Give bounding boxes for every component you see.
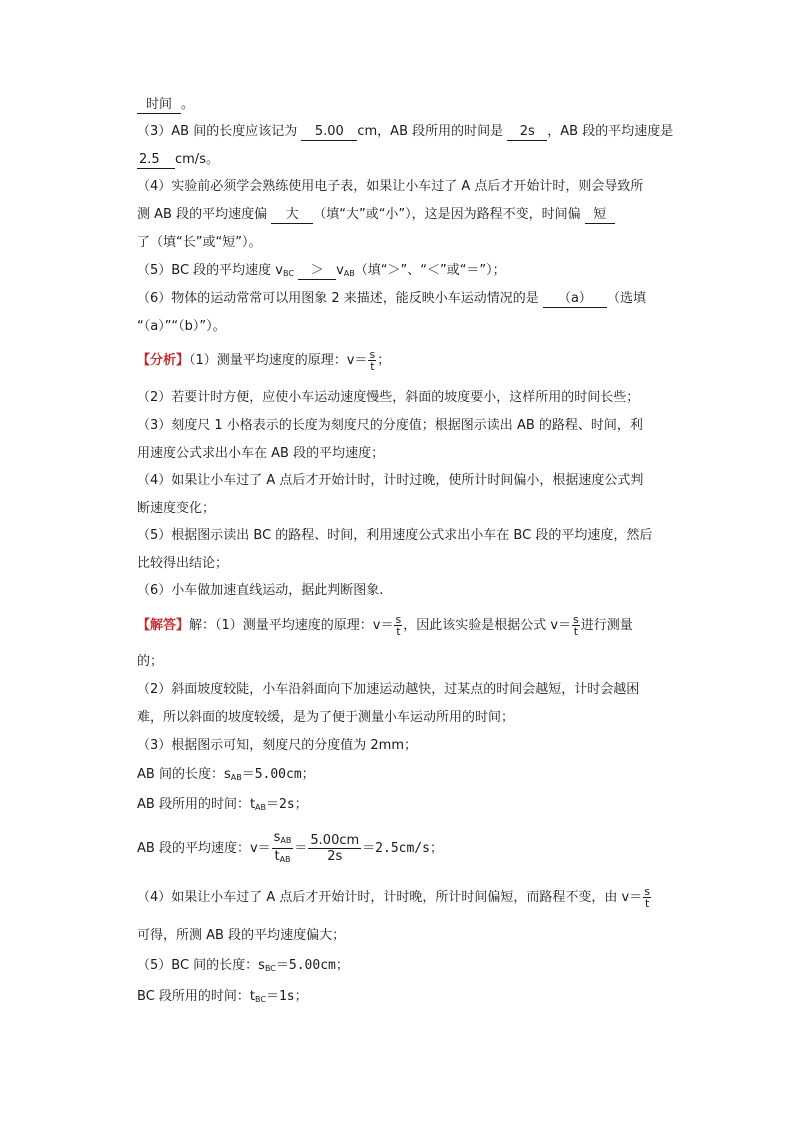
solution-line-11: （5）BC 间的长度：$s_{BC}=5.00cm$； (137, 958, 349, 973)
answer-blank: 2s (507, 124, 547, 141)
solution-line-3: （2）斜面坡度较陡，小车沿斜面向下加速运动越快，过某点的时间会越短，计时会越困 (137, 682, 640, 697)
analysis-line-6: 断速度变化； (137, 501, 216, 516)
q5-line: （5）BC 段的平均速度 $v_{BC} > v_{AB}$（填“＞”、“＜”或“＝”）； (137, 263, 506, 278)
fraction-s-over-t: $\frac{s}{t}$ (573, 613, 579, 638)
analysis-line-7: （5）根据图示读出 BC 的路程、时间，利用速度公式求出小车在 BC 段的平均速度，然后 (137, 528, 653, 543)
fraction-s-over-t: $\frac{s}{t}$ (644, 885, 650, 910)
solution-line-9: （4）如果让小车过了 A 点后才开始计时，计时晚，所计时间偏短，而路程不变，由 v＝ $\frac{s}{t}$ (137, 885, 650, 910)
solution-tag: 【解答】 (137, 618, 190, 633)
answer-blank: （a） (543, 291, 607, 308)
answer-blank: 2.5 (137, 152, 175, 169)
solution-line-5: （3）根据图示可知，刻度尺的分度值为 2mm； (137, 738, 418, 753)
q4-line-2: 测 AB 段的平均速度偏 大 （填“大”或“小”），这是因为路程不变，时间偏 短 (137, 205, 677, 227)
analysis-tag: 【分析】 (137, 353, 190, 368)
solution-line-10: 可得，所测 AB 段的平均速度偏大； (137, 928, 346, 943)
answer-blank: 短 (585, 207, 615, 224)
analysis-line-9: （6）小车做加速直线运动，据此判断图象. (137, 583, 384, 598)
analysis-line-4: 用速度公式求出小车在 AB 段的平均速度； (137, 446, 385, 461)
q4-line-1: （4）实验前必须学会熟练使用电子表，如果让小车过了 A 点后才开始计时，则会导致所 (137, 179, 644, 194)
solution-line-7: AB 段所用的时间：$t_{AB}=2s$； (137, 797, 308, 812)
analysis-line-8: 比较得出结论； (137, 556, 229, 571)
q3-line-1: （3）AB 间的长度应该记为 5.00 cm，AB 段所用的时间是 2s ，AB 段的平均速度是 (137, 124, 674, 139)
q6-line-2: “（a）”“（b）”）。 (137, 319, 226, 334)
q4-line-3: 了（填“长”或“短”）。 (137, 235, 262, 250)
fraction-distance-over-time: $\frac{5.00cm}{2s}$ (310, 833, 360, 864)
answer-blank: 5.00 (301, 124, 357, 141)
answer-blank: 时间 (137, 97, 181, 114)
solution-line-8: AB 段的平均速度：v＝ $\frac{s_{AB}}{t_{AB}}$ ＝ $\frac{5.00cm}{2s}$ ＝2.5cm/s； (137, 830, 677, 870)
solution-line-2: 的； (137, 654, 164, 669)
solution-line-1: 【解答】解：（1）测量平均速度的原理：v＝ $\frac{s}{t}$ ，因此该实验是根据公式 v＝ $\frac{s}{t}$ 进行测量 (137, 613, 633, 638)
fraction-sab-over-tab: $\frac{s_{AB}}{t_{AB}}$ (273, 830, 292, 864)
answer-blank: ＞ (298, 263, 336, 280)
solution-line-12: BC 段所用的时间：$t_{BC}=1s$； (137, 989, 308, 1004)
fraction-s-over-t: $\frac{s}{t}$ (369, 348, 376, 373)
analysis-line-1: 【分析】（1）测量平均速度的原理：v＝ $\frac{s}{t}$ ； (137, 348, 391, 373)
fraction-s-over-t: $\frac{s}{t}$ (395, 613, 402, 638)
analysis-line-5: （4）如果让小车过了 A 点后才开始计时，计时过晚，使所计时间偏小，根据速度公式判 (137, 473, 644, 488)
q3-line-2: 2.5 cm/s。 (139, 152, 219, 167)
q6-line-1: （6）物体的运动常常可以用图象 2 来描述，能反映小车运动情况的是 （a） （选填 (137, 291, 646, 306)
solution-line-6: AB 间的长度：$s_{AB}=5.00cm$； (137, 767, 315, 782)
analysis-line-2: （2）若要计时方便，应使小车运动速度慢些，斜面的坡度要小，这样所用的时间长些； (137, 390, 640, 405)
answer-blank: 大 (271, 207, 313, 224)
q2-tail-line: 时间 。 (137, 95, 677, 117)
analysis-line-3: （3）刻度尺 1 小格表示的长度为刻度尺的分度值；根据图示读出 AB 的路程、时间，利 (137, 418, 643, 433)
solution-line-4: 难，所以斜面的坡度较缓，是为了便于测量小车运动所用的时间； (137, 710, 515, 725)
